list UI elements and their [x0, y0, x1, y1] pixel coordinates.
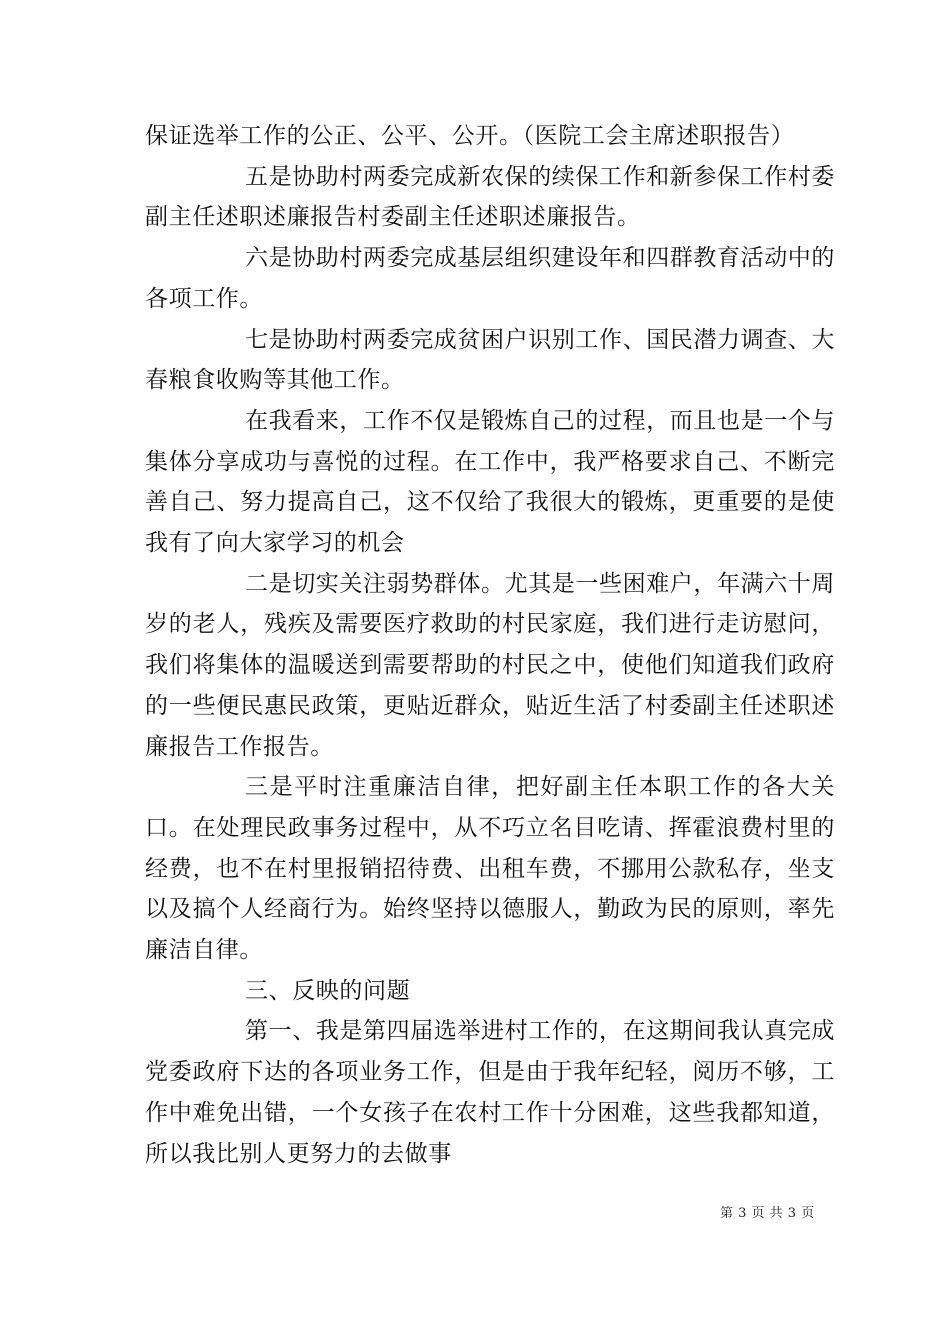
- paragraph-problem-first: 第一、我是第四届选举进村工作的，在这期间我认真完成党委政府下达的各项业务工作，但是由于我年纪轻，阅历不够，工作中难免出错，一个女孩子在农村工作十分困难，这些我都知道，所以我比别人更努力的去做事: [145, 1018, 835, 1167]
- section-heading-problems: 三、反映的问题: [245, 977, 411, 1004]
- paragraph-item-six: 六是协助村两委完成基层组织建设年和四群教育活动中的各项工作。: [145, 245, 835, 312]
- paragraph-continuation: 保证选举工作的公正、公平、公开。（医院工会主席述职报告）: [145, 123, 795, 149]
- paragraph-item-five: 五是协助村两委完成新农保的续保工作和新参保工作村委副主任述职述廉报告村委副主任述职述廉报告。: [145, 163, 835, 231]
- paragraph-integrity: 三是平时注重廉洁自律，把好副主任本职工作的各大关口。在处理民政事务过程中，从不巧立名目吃请、挥霍浪费村里的经费，也不在村里报销招待费、出租车费，不挪用公款私存，坐支以及搞个人经商行为。始终坚持以德服人，勤政为民的原则，率先廉洁自律。: [145, 774, 835, 964]
- page-number-footer: 第 3 页 共 3 页: [720, 1206, 815, 1221]
- paragraph-reflection: 在我看来，工作不仅是锻炼自己的过程，而且也是一个与集体分享成功与喜悦的过程。在工作中，我严格要求自己、不断完善自己、努力提高自己，这不仅给了我很大的锻炼，更重要的是使我有了向大家学习的机会: [145, 407, 835, 557]
- paragraph-vulnerable-groups: 二是切实关注弱势群体。尤其是一些困难户，年满六十周岁的老人，残疾及需要医疗救助的村民家庭，我们进行走访慰问，我们将集体的温暖送到需要帮助的村民之中，使他们知道我们政府的一些便民惠民政策，更贴近群众，贴近生活了村委副主任述职述廉报告工作报告。: [145, 570, 835, 760]
- paragraph-item-seven: 七是协助村两委完成贫困户识别工作、国民潜力调查、大春粮食收购等其他工作。: [145, 326, 835, 394]
- document-body: [145, 116, 835, 1174]
